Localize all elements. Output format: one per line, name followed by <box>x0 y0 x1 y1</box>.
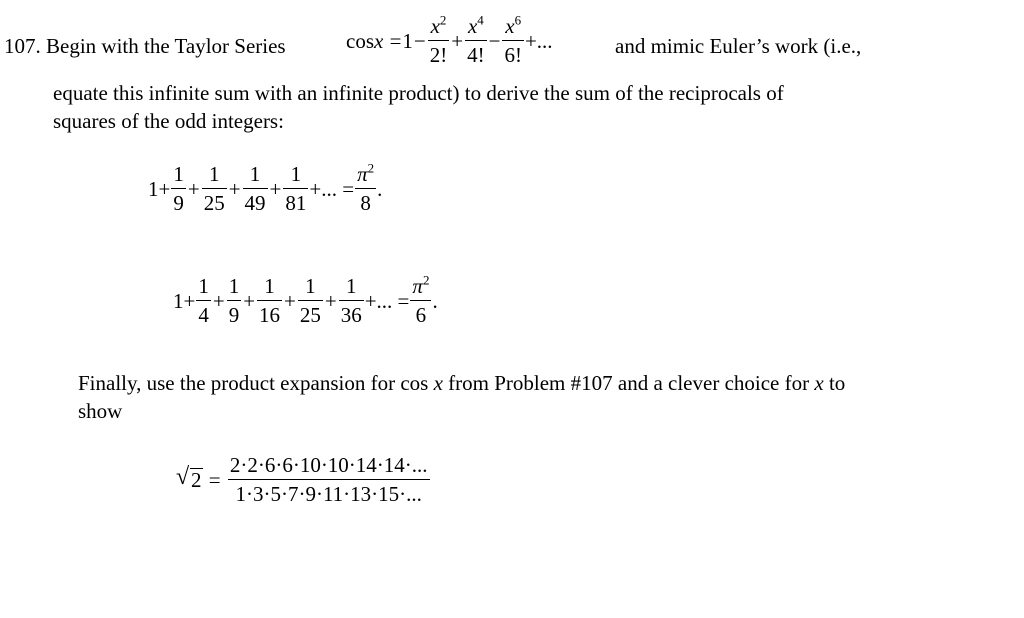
eq-all-lead: 1+ <box>173 288 196 313</box>
wallis-like-product-fraction <box>228 452 430 506</box>
x-var-3: x <box>814 371 824 395</box>
minus-sign-2: − <box>488 28 501 53</box>
eq-odd-lead: 1+ <box>148 176 171 201</box>
equals-sign: = <box>389 28 402 53</box>
product-denominator: 1·3·5·7·9·11·13·15·... <box>235 481 422 506</box>
fraction-1-over-16: $\frac{1}{16}$ <box>259 273 281 327</box>
x-var: x <box>374 28 384 53</box>
product-numerator: 2·2·6·6·10·10·14·14·... <box>228 455 430 480</box>
fraction-1-over-81: $\frac{1}{81}$ <box>285 161 307 215</box>
odd-squares-sum-equation: 1+ $\frac{1}{9}$ + $\frac{1}{25}$ + $\frac{1}{49}$ + $\frac{1}{81}$ +... = $\frac{\pi^2}{8}$ . <box>148 160 383 215</box>
sqrt-two-product-equation <box>176 452 431 507</box>
sqrt-two: √ 2 <box>176 463 202 492</box>
fraction-1-over-49: $\frac{1}{49}$ <box>244 161 266 215</box>
fraction-1-over-9-b: $\frac{1}{9}$ <box>228 273 240 327</box>
sqrt-equals-sign: = <box>208 467 221 492</box>
eq-odd-period: . <box>377 176 383 201</box>
eq-all-tail: +... = <box>364 288 410 313</box>
fraction-1-over-9: $\frac{1}{9}$ <box>173 161 184 215</box>
minus-sign: − <box>413 28 426 53</box>
eq-all-period: . <box>432 288 438 313</box>
x-var-2: x <box>433 371 443 395</box>
problem-intro: Begin with the Taylor Series <box>46 34 286 58</box>
plus-sign: + <box>451 28 464 53</box>
cos-label: cos <box>346 28 374 53</box>
fraction-pi2-over-6: $\frac{\pi^2}{6}$ <box>412 272 430 327</box>
problem-after-formula: and mimic Euler’s work (i.e., <box>615 34 862 58</box>
radical-sign-icon: √ <box>176 463 190 490</box>
series-continuation: +... <box>524 28 553 53</box>
problem-line-3: squares of the odd integers: <box>53 109 284 133</box>
fraction-x6-over-6fact: $\frac{x^6}{6!}$ <box>504 12 522 67</box>
problem-number: 107. <box>4 34 41 58</box>
all-squares-sum-equation: 1+ $\frac{1}{4}$ + $\frac{1}{9}$ + $\frac{1}{16}$ + $\frac{1}{25}$ + $\frac{1}{36}$ +... = $\frac{\pi^2}{6}$ . <box>173 272 438 327</box>
final-line-1: Finally, use the product expansion for cos x from Problem #107 and a clever choice for x to <box>78 371 846 395</box>
fraction-1-over-36: $\frac{1}{36}$ <box>340 273 362 327</box>
taylor-series-formula <box>346 12 553 68</box>
problem-line-1 <box>4 36 286 57</box>
fraction-1-over-25-b: $\frac{1}{25}$ <box>299 273 321 327</box>
fraction-x4-over-4fact: $\frac{x^4}{4!}$ <box>467 12 485 67</box>
problem-line-2: equate this infinite sum with an infinite product) to derive the sum of the reciprocals of <box>53 81 784 105</box>
eq-odd-tail: +... = <box>309 176 355 201</box>
fraction-x2-over-2fact: $\frac{x^2}{2!}$ <box>429 12 448 67</box>
final-line-2: show <box>78 399 123 423</box>
one-term: 1 <box>402 28 413 53</box>
fraction-pi2-over-8: $\frac{\pi^2}{8}$ <box>357 160 375 215</box>
fraction-1-over-25: $\frac{1}{25}$ <box>203 161 225 215</box>
fraction-1-over-4: $\frac{1}{4}$ <box>198 273 209 327</box>
